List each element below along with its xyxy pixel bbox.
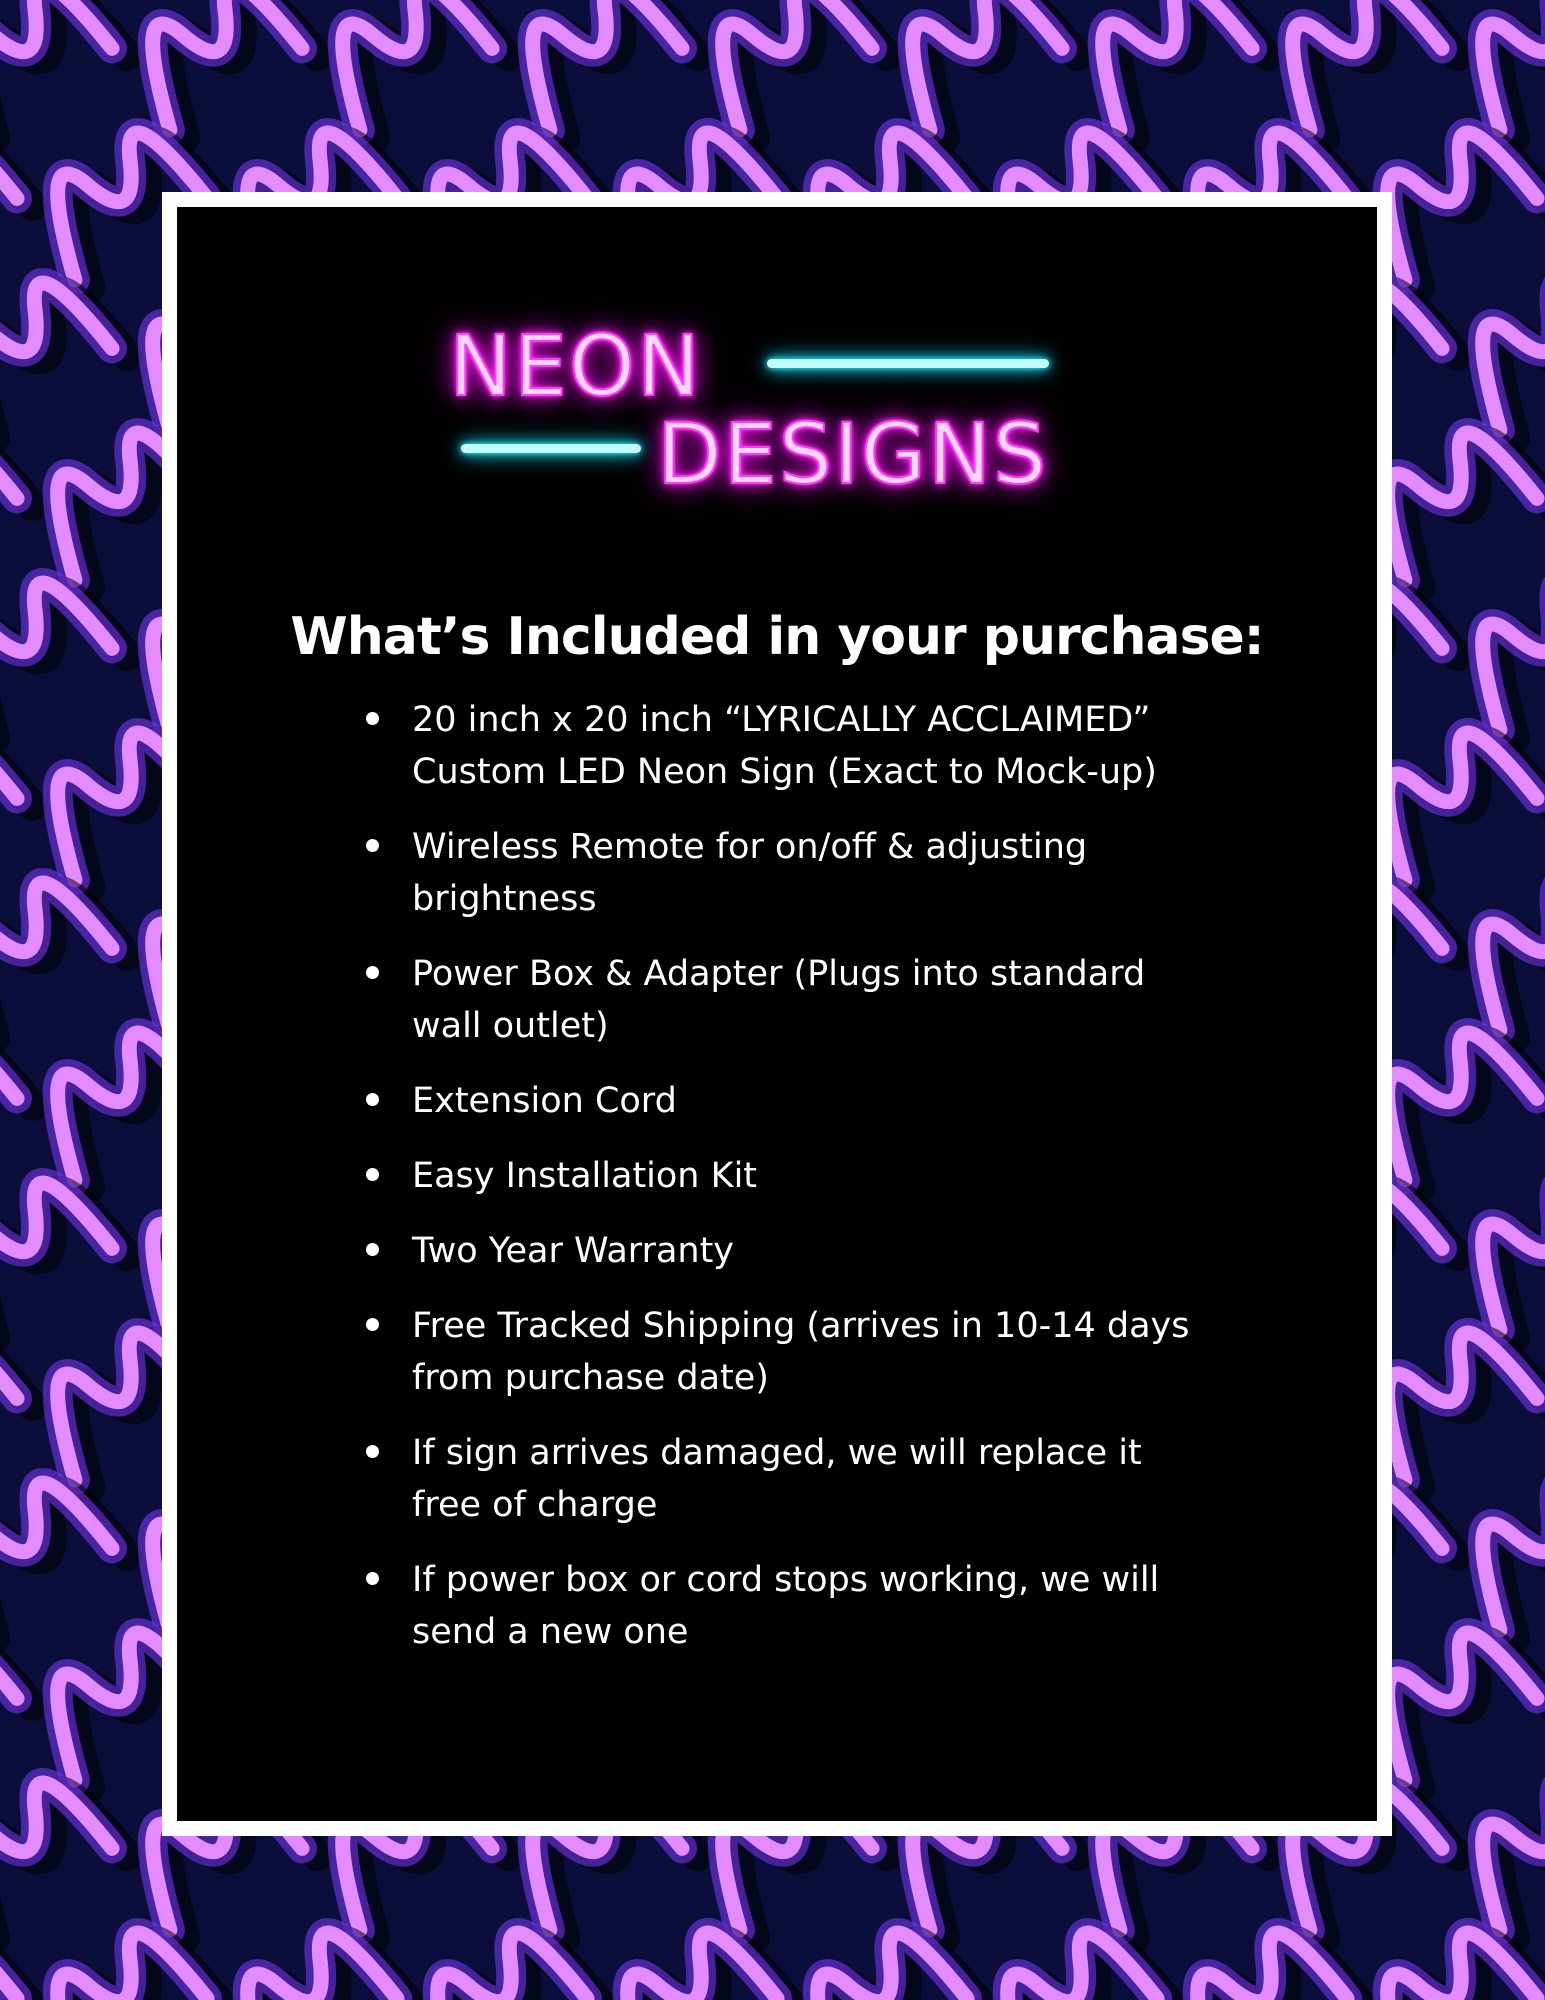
included-items-list xyxy=(357,694,1237,1681)
included-item-line: Two Year Warranty xyxy=(412,1231,735,1271)
logo-word-designs: DESIGNS xyxy=(657,405,1049,503)
included-item-line: Extension Cord xyxy=(412,1081,677,1121)
bullet-icon xyxy=(366,1318,379,1331)
bullet-icon xyxy=(366,839,379,852)
included-item-line: wall outlet) xyxy=(412,1006,609,1046)
included-item xyxy=(357,821,1237,925)
included-item-line: from purchase date) xyxy=(412,1358,769,1398)
bullet-icon xyxy=(366,1445,379,1458)
included-item-line: Easy Installation Kit xyxy=(412,1156,758,1196)
included-item xyxy=(357,948,1237,1052)
bullet-icon xyxy=(366,1243,379,1256)
bullet-icon xyxy=(366,966,379,979)
included-item-line: free of charge xyxy=(412,1485,658,1525)
included-item xyxy=(357,1075,1237,1127)
included-item-line: If power box or cord stops working, we will xyxy=(412,1560,1160,1600)
included-item xyxy=(357,1225,1237,1277)
bullet-icon xyxy=(366,1093,379,1106)
logo-neon-bar-bottom xyxy=(461,444,641,453)
included-item-line: Custom LED Neon Sign (Exact to Mock-up) xyxy=(412,752,1157,792)
included-item-line: 20 inch x 20 inch “LYRICALLY ACCLAIMED” xyxy=(412,700,1151,740)
included-item xyxy=(357,1300,1237,1404)
bullet-icon xyxy=(366,712,379,725)
included-item-line: send a new one xyxy=(412,1612,689,1652)
content-card xyxy=(162,192,1392,1836)
included-item xyxy=(357,1554,1237,1658)
included-item-line: Power Box & Adapter (Plugs into standard xyxy=(412,954,1146,994)
included-item-line: If sign arrives damaged, we will replace it xyxy=(412,1433,1142,1473)
bullet-icon xyxy=(366,1572,379,1585)
included-item xyxy=(357,694,1237,798)
logo-neon-bar-top xyxy=(767,359,1049,368)
included-item-line: Wireless Remote for on/off & adjusting xyxy=(412,827,1088,867)
included-item-line: brightness xyxy=(412,879,597,919)
included-item xyxy=(357,1427,1237,1531)
neon-designs-logo xyxy=(449,302,1129,522)
logo-word-neon: NEON xyxy=(449,317,702,415)
included-item-line: Free Tracked Shipping (arrives in 10-14 days xyxy=(412,1306,1190,1346)
included-item xyxy=(357,1150,1237,1202)
bullet-icon xyxy=(366,1168,379,1181)
included-heading: What’s Included in your purchase: xyxy=(290,607,1264,667)
